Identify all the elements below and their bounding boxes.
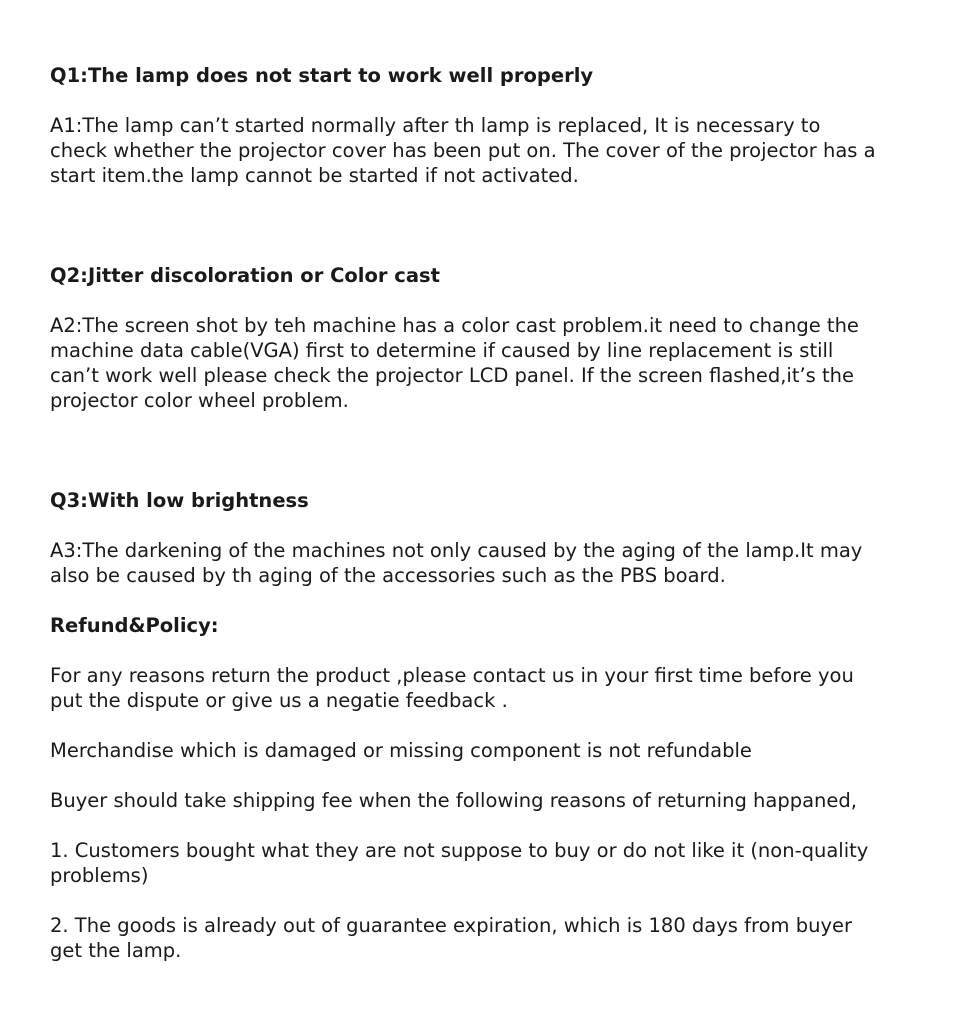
q3-answer-line: A3:The darkening of the machines not only caused by the aging of the lamp.It may (50, 539, 863, 562)
q1-answer-line: A1:The lamp can’t started normally after th lamp is replaced, It is necessary to (50, 114, 821, 137)
policy-contact-line: put the dispute or give us a negatie feedback . (50, 689, 508, 712)
q2-answer-line: can’t work well please check the projector LCD panel. If the screen flashed,it’s the (50, 364, 855, 387)
q3-heading: Q3:With low brightness (50, 489, 309, 512)
q1-answer-line: start item.the lamp cannot be started if not activated. (50, 164, 579, 187)
q3-answer-line: also be caused by th aging of the accessories such as the PBS board. (50, 564, 726, 587)
policy-contact (50, 663, 920, 713)
q1-answer (50, 113, 920, 188)
q2-answer-line: machine data cable(VGA) first to determine if caused by line replacement is still (50, 339, 834, 362)
policy-reason-1-line: problems) (50, 864, 149, 887)
q2-answer-line: A2:The screen shot by teh machine has a color cast problem.it need to change the (50, 314, 859, 337)
q2-answer (50, 313, 920, 413)
policy-reason-2 (50, 913, 920, 963)
policy-reason-1-line: 1. Customers bought what they are not suppose to buy or do not like it (non-quality (50, 839, 869, 862)
policy-reason-1 (50, 838, 920, 888)
policy-reason-2-line: 2. The goods is already out of guarantee expiration, which is 180 days from buyer (50, 914, 853, 937)
policy-merchandise: Merchandise which is damaged or missing component is not refundable (50, 739, 752, 762)
q3-answer (50, 538, 920, 588)
q2-heading: Q2:Jitter discoloration or Color cast (50, 264, 440, 287)
q2-answer-line: projector color wheel problem. (50, 389, 349, 412)
q1-heading: Q1:The lamp does not start to work well properly (50, 64, 594, 87)
q1-answer-line: check whether the projector cover has been put on. The cover of the projector has a (50, 139, 876, 162)
policy-reason-2-line: get the lamp. (50, 939, 182, 962)
policy-contact-line: For any reasons return the product ,please contact us in your first time before you (50, 664, 854, 687)
policy-buyer-fee: Buyer should take shipping fee when the following reasons of returning happaned, (50, 789, 857, 812)
policy-heading: Refund&Policy: (50, 614, 219, 637)
